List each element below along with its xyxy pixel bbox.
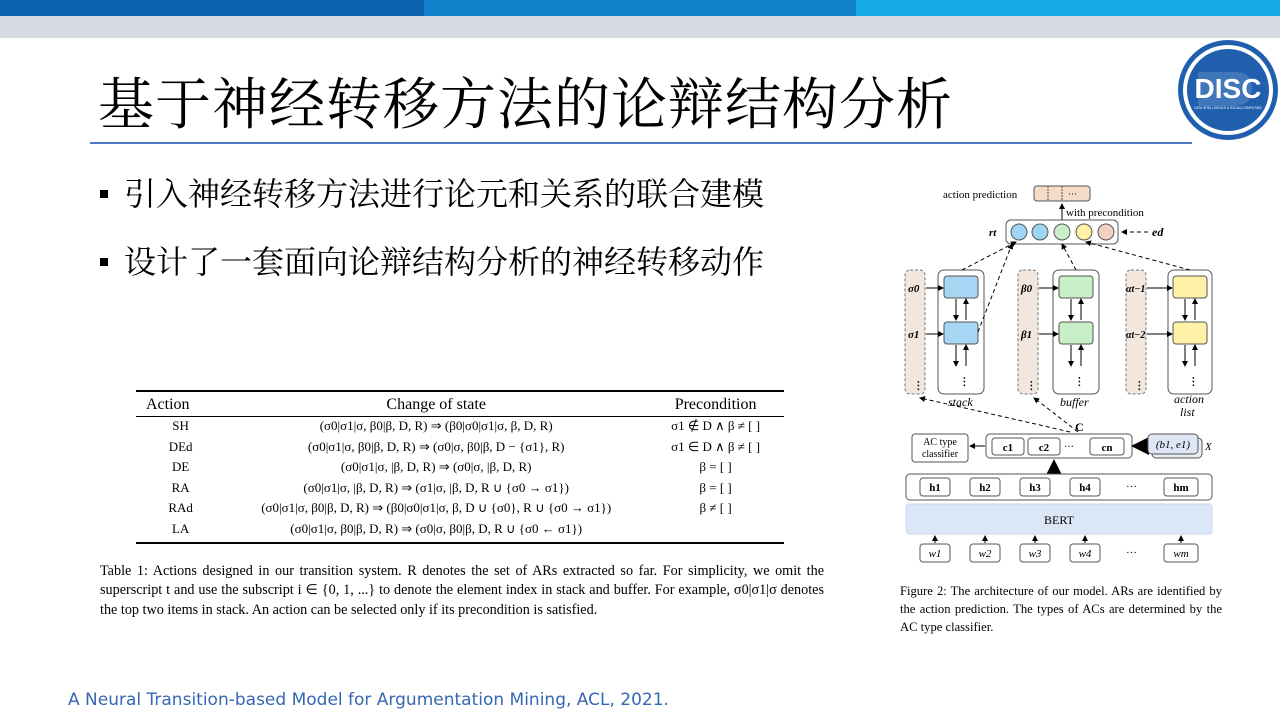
h4-label: h4: [1079, 482, 1091, 494]
sigma0-label: σ0: [908, 283, 920, 295]
buffer-dots: ···: [1073, 376, 1085, 388]
bullet-text: 引入神经转移方法进行论元和关系的联合建模: [124, 175, 765, 213]
action-cell-1: [1173, 322, 1207, 344]
w1-label: w1: [928, 548, 942, 560]
bullet-list: [100, 176, 764, 312]
table-row: [136, 457, 784, 478]
cn-label: cn: [1101, 442, 1113, 454]
table-caption: Table 1: Actions designed in our transition system. R denotes the set of ARs extracted so far. For simplicity, we omit the superscript t and use the subscript i ∈ {0, 1, ...} to denote the element index in stack and buffer. For example, σ0|σ1|σ denotes the top two items in stack. An action can be selected only if its precondition is satisfied.: [100, 563, 824, 618]
w-dots: ···: [1126, 547, 1137, 559]
w4-label: w4: [1078, 548, 1092, 560]
h3-label: h3: [1029, 482, 1041, 494]
alpha-t1-label: αt−1: [1126, 284, 1146, 295]
table-row: [136, 498, 784, 519]
h2-label: h2: [979, 482, 991, 494]
ed-label: ed: [1152, 225, 1164, 239]
col-header-action: Action: [146, 396, 190, 413]
alpha-dots: ···: [1133, 380, 1145, 392]
rt-circle-action: [1076, 224, 1092, 240]
buffer-cell-0: [1059, 276, 1093, 298]
cell-action: SH: [172, 418, 189, 434]
title-underline: [90, 142, 1192, 144]
cell-precondition: σ1 ∉ D ∧ β ≠ [ ]: [671, 418, 761, 434]
w2-label: w2: [978, 548, 992, 560]
cell-action: LA: [171, 520, 190, 536]
table-row: [136, 416, 784, 437]
citation-footer: A Neural Transition-based Model for Argumentation Mining, ACL, 2021.: [68, 690, 669, 710]
c1-label: c1: [1002, 442, 1014, 454]
cell-precondition: [647, 519, 784, 540]
cell-change: (σ0|σ1|σ, |β, D, R) ⇒ (σ0|σ, |β, D, R): [340, 459, 532, 475]
rt-circle-stack: [1011, 224, 1027, 240]
action-prediction-label: action prediction: [943, 189, 1018, 201]
table-row: [136, 478, 784, 499]
sigma1-label: σ1: [908, 329, 920, 341]
cell-precondition: β ≠ [ ]: [699, 500, 732, 516]
table-bottom-rule: [136, 542, 784, 544]
logo-subtext: DATA INTELLIGENCE & SOCIAL COMPUTING: [1194, 106, 1262, 110]
wm-label: wm: [1173, 548, 1189, 560]
stack-label: stack: [948, 395, 973, 409]
cell-precondition: β = [ ]: [699, 479, 732, 495]
cell-action: DEd: [168, 438, 193, 454]
cell-change: (σ0|σ1|σ, β0|β, D, R) ⇒ (σ0|σ, β0|β, D, R ∪ {σ0 ← σ1}): [290, 520, 583, 536]
cell-precondition: σ1 ∈ D ∧ β ≠ [ ]: [671, 438, 761, 454]
rt-circle-ed: [1098, 224, 1114, 240]
w3-label: w3: [1028, 548, 1042, 560]
with-precondition-label: with precondition: [1066, 207, 1144, 219]
banner-segment-mid: [424, 0, 856, 16]
bullet-item: [100, 176, 764, 212]
stack-cell-1: [944, 322, 978, 344]
table-top-rule: [136, 390, 784, 392]
x-label: X: [1205, 441, 1212, 453]
beta1-label: β1: [1021, 329, 1033, 341]
cell-change: (σ0|σ1|σ, β0|β, D, R) ⇒ (β0|σ0|σ1|σ, β, D ∪ {σ0}, R ∪ {σ0 → σ1}): [261, 500, 612, 516]
stack-cell-0: [944, 276, 978, 298]
buffer-cell-1: [1059, 322, 1093, 344]
banner-segment-light: [856, 0, 1280, 16]
cell-action: RA: [171, 479, 190, 495]
figure-caption: Figure 2: The architecture of our model. ARs are identified by the action prediction. The types of ACs are determined by the AC type classifier.: [900, 584, 1222, 634]
bullet-text: 设计了一套面向论辩结构分析的神经转移动作: [124, 243, 765, 281]
ac-type-label-2: classifier: [921, 449, 959, 460]
sigma-dots: ···: [912, 380, 924, 392]
slide-title: 基于神经转移方法的论辩结构分析: [98, 73, 953, 138]
cell-action: RAd: [168, 500, 193, 516]
ac-type-label-1: AC type: [923, 437, 957, 448]
logo-text: DISC: [1194, 73, 1262, 104]
disc-logo: [1176, 38, 1280, 142]
action-list-label-1: action: [1174, 392, 1204, 406]
buffer-label: buffer: [1060, 395, 1089, 409]
col-header-precondition: Precondition: [674, 396, 757, 413]
cell-change: (σ0|σ1|σ, β0|β, D, R) ⇒ (σ0|σ, β0|β, D − {σ1}, R): [307, 438, 565, 454]
action-dots: ···: [1187, 376, 1199, 388]
c2-label: c2: [1038, 442, 1050, 454]
h1-label: h1: [929, 482, 941, 494]
beta0-label: β0: [1021, 283, 1033, 295]
top-banner: [0, 0, 1280, 38]
banner-segment-dark: [0, 0, 424, 16]
rt-label: rt: [989, 227, 997, 239]
stack-dots: ···: [958, 376, 970, 388]
table-header-row: [136, 394, 784, 416]
action-cell-0: [1173, 276, 1207, 298]
cell-action: DE: [171, 459, 190, 475]
rt-circle-stack2: [1032, 224, 1048, 240]
bert-label: BERT: [1044, 513, 1074, 527]
bullet-square-icon: [100, 258, 108, 266]
cell-precondition: β = [ ]: [699, 459, 732, 475]
c-dots: ···: [1064, 442, 1074, 453]
col-header-change: Change of state: [386, 396, 486, 413]
alpha-t2-label: αt−2: [1126, 330, 1146, 341]
action-list-label-2: list: [1180, 405, 1195, 419]
bullet-item: [100, 244, 764, 280]
hm-label: hm: [1173, 482, 1189, 494]
cell-change: (σ0|σ1|σ, β0|β, D, R) ⇒ (β0|σ0|σ1|σ, β, D, R): [319, 418, 553, 434]
banner-grey-band: [0, 16, 1280, 38]
architecture-figure: [900, 180, 1220, 570]
c-label: C: [1075, 420, 1084, 434]
span-label: (b1, e1): [1155, 439, 1191, 451]
bullet-square-icon: [100, 190, 108, 198]
rt-circle-buffer: [1054, 224, 1070, 240]
beta-dots: ···: [1025, 380, 1037, 392]
table-row: [136, 519, 784, 540]
cell-change: (σ0|σ1|σ, |β, D, R) ⇒ (σ1|σ, |β, D, R ∪ {σ0 → σ1}): [303, 479, 569, 495]
table-row: [136, 437, 784, 458]
action-dots: ···: [1068, 189, 1077, 199]
h-dots: ···: [1126, 481, 1137, 493]
